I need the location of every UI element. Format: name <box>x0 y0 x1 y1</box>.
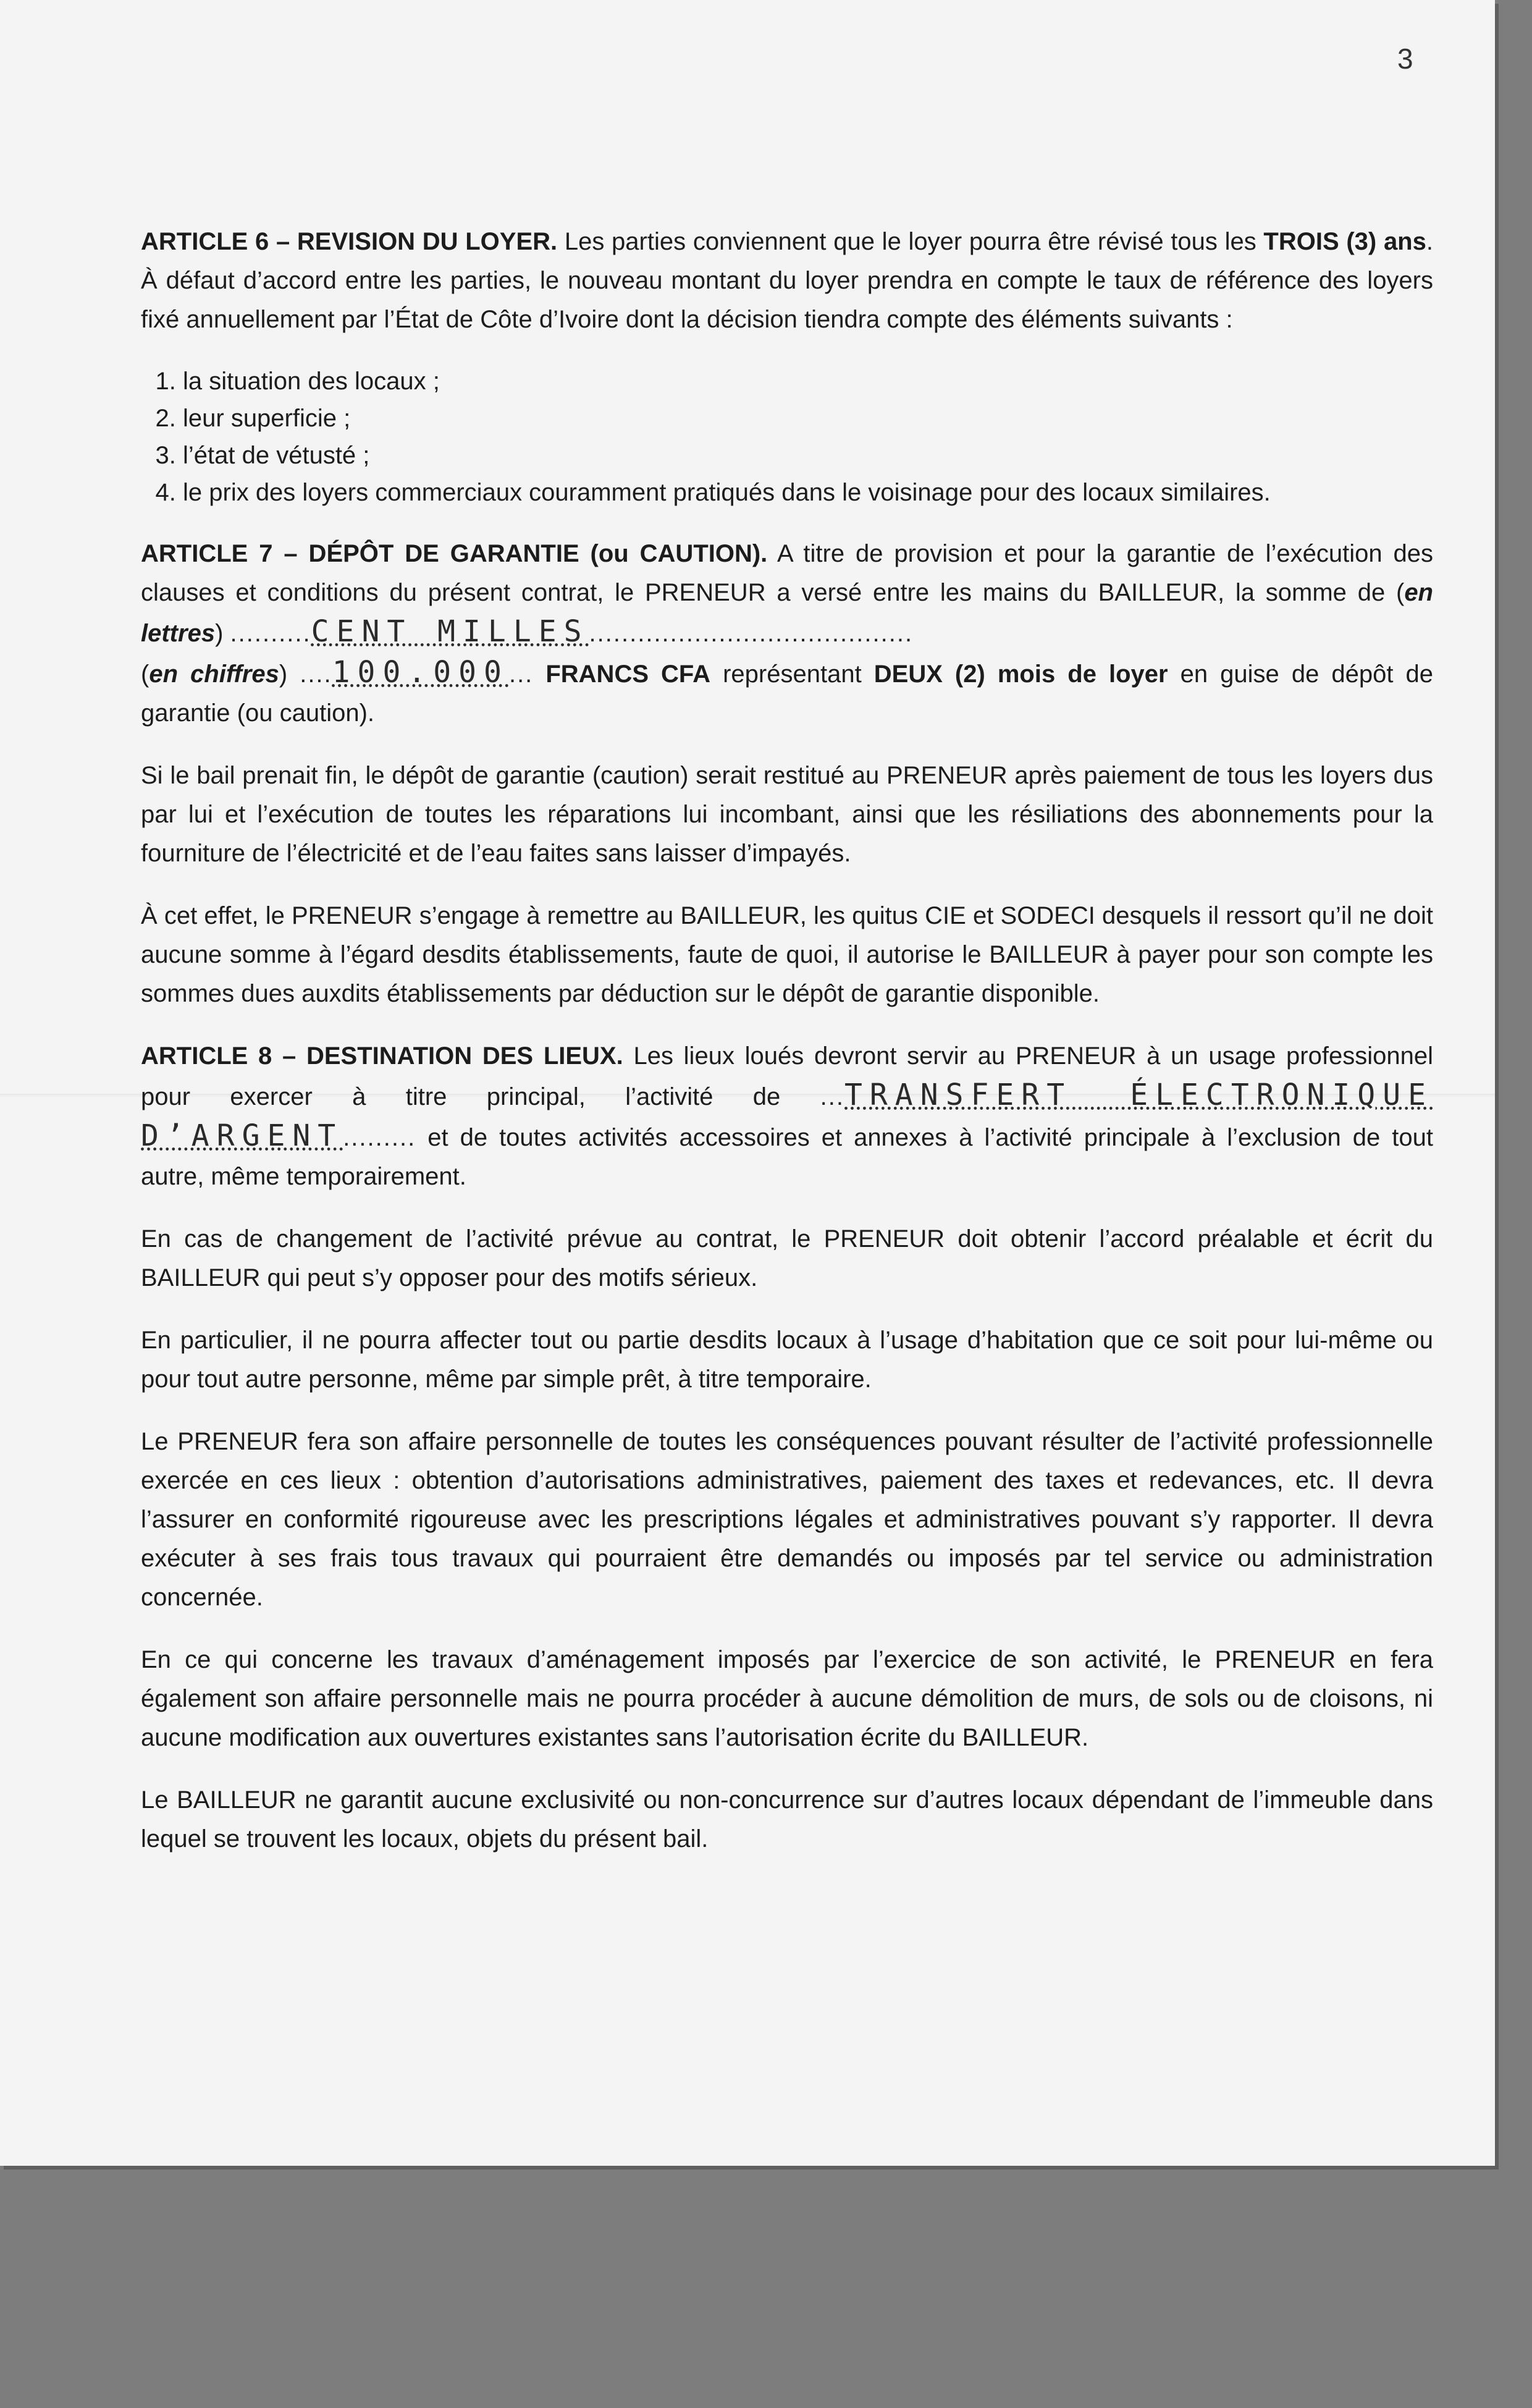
article-8-intro: Les lieux loués devront servir au PRENEUR à un usage professionnel pour exercer à titre principal, l’activité de <box>141 1042 1433 1110</box>
handwritten-activity: TRANSFERT ÉLECTRONIQUE D’ARGENT <box>141 1078 1434 1153</box>
article-8-paragraph-3: En particulier, il ne pourra affecter tout ou partie desdits locaux à l’usage d’habitation que ce soit pour lui-même ou pour tout autre personne, même par simple prêt, à titre temporaire. <box>141 1327 1433 1393</box>
article-6-text-2: . À défaut d’accord entre les parties, le nouveau montant du loyer prendra en compte le taux de référence des loyers fixé annuellement par l’État de Côte d’Ivoire dont la décision tiendra compte des éléments suivants : <box>141 228 1433 333</box>
article-6-list <box>141 363 1433 511</box>
list-item: 2. leur superficie ; <box>183 400 1433 437</box>
article-8-heading: ARTICLE 8 – DESTINATION DES LIEUX. <box>141 1042 623 1070</box>
deposit-months: DEUX (2) mois de loyer <box>873 661 1168 688</box>
handwritten-amount-figures: 100.000 <box>332 655 509 690</box>
article-7-after: en guise de dépôt de garantie (ou caution). <box>141 661 1434 727</box>
francs-cfa: FRANCS CFA <box>545 661 711 688</box>
en-chiffres-label: en chiffres <box>149 661 279 688</box>
article-6-heading: ARTICLE 6 – REVISION DU LOYER. <box>141 228 558 255</box>
handwritten-amount-words: CENT MILLES <box>311 614 589 649</box>
article-6-bold-term: TROIS (3) ans <box>1263 228 1426 255</box>
article-7-representing: représentant <box>710 661 874 688</box>
en-lettres-label: en lettres <box>141 579 1433 647</box>
list-item: 3. l’état de vétusté ; <box>183 437 1433 474</box>
list-item: 1. la situation des locaux ; <box>183 363 1433 400</box>
article-7-paragraph-3: À cet effet, le PRENEUR s’engage à remettre au BAILLEUR, les quitus CIE et SODECI desquels il ressort qu’il ne doit aucune somme à l’égard desdits établissements, faute de quoi, il autorise le BAILLEUR à payer pour son compte les sommes dues auxdits établissements par déduction sur le dépôt de garantie disponible. <box>141 902 1433 1007</box>
article-6 <box>141 222 1433 339</box>
article-7: ARTICLE 7 – DÉPÔT DE GARANTIE (ou CAUTION). A titre de provision et pour la garantie de l’exécution des clauses et conditions du présent contrat, le PRENEUR a versé entre les mains du BAILLEUR, la somme de (en lettres) ..........CENT MILLES........................................ (en chiffres) ....100.000... FRANCS CFA représentant DEUX (2) mois de loyer en guise de dépôt de garantie (ou caution). <box>141 540 1434 727</box>
article-7-intro: A titre de provision et pour la garantie de l’exécution des clauses et conditions du présent contrat, le PRENEUR a versé entre les mains du BAILLEUR, la somme de ( <box>141 540 1433 606</box>
article-8-after: et de toutes activités accessoires et annexes à l’activité principale à l’exclusion de tout autre, même temporairement. <box>141 1124 1433 1190</box>
article-8-paragraph-4: Le PRENEUR fera son affaire personnelle de toutes les conséquences pouvant résulter de l’activité professionnelle exercée en ces lieux : obtention d’autorisations administratives, paiement des taxes et redevances, etc. Il devra l’assurer en conformité rigoureuse avec les prescriptions légales et administratives pouvant s’y rapporter. Il devra exécuter à ses frais tous travaux qui pourraient être demandés ou imposés par tel service ou administration concernée. <box>141 1428 1433 1611</box>
article-8-paragraph-5: En ce qui concerne les travaux d’aménagement imposés par l’exercice de son activité, le PRENEUR en fera également son affaire personnelle mais ne pourra procéder à aucune démolition de murs, de sols ou de cloisons, ni aucune modification aux ouvertures existantes sans l’autorisation écrite du BAILLEUR. <box>141 1646 1433 1751</box>
page-number: 3 <box>1397 43 1413 75</box>
article-7-paragraph-2: Si le bail prenait fin, le dépôt de garantie (caution) serait restitué au PRENEUR après paiement de tous les loyers dus par lui et l’exécution de toutes les réparations lui incombant, ainsi que les résiliations des abonnements pour la fourniture de l’électricité et de l’eau faites sans laisser d’impayés. <box>141 762 1433 867</box>
article-8-paragraph-6: Le BAILLEUR ne garantit aucune exclusivité ou non-concurrence sur d’autres locaux dépendant de l’immeuble dans lequel se trouvent les locaux, objets du présent bail. <box>141 1786 1433 1852</box>
article-7-heading: ARTICLE 7 – DÉPÔT DE GARANTIE (ou CAUTION). <box>141 540 768 567</box>
document-body <box>141 222 1433 1882</box>
article-8-paragraph-2: En cas de changement de l’activité prévue au contrat, le PRENEUR doit obtenir l’accord préalable et écrit du BAILLEUR qui peut s’y opposer pour des motifs sérieux. <box>141 1225 1433 1291</box>
article-6-text-1: Les parties conviennent que le loyer pourra être révisé tous les <box>557 228 1264 255</box>
list-item: 4. le prix des loyers commerciaux couramment pratiqués dans le voisinage pour des locaux similaires. <box>183 474 1433 511</box>
article-8: ARTICLE 8 – DESTINATION DES LIEUX. Les lieux loués devront servir au PRENEUR à un usage professionnel pour exercer à titre principal, l’activité de ...TRANSFERT ÉLECTRONIQUE D’ARGENT......... et de toutes activités accessoires et annexes à l’activité principale à l’exclusion de tout autre, même temporairement. <box>141 1042 1434 1190</box>
